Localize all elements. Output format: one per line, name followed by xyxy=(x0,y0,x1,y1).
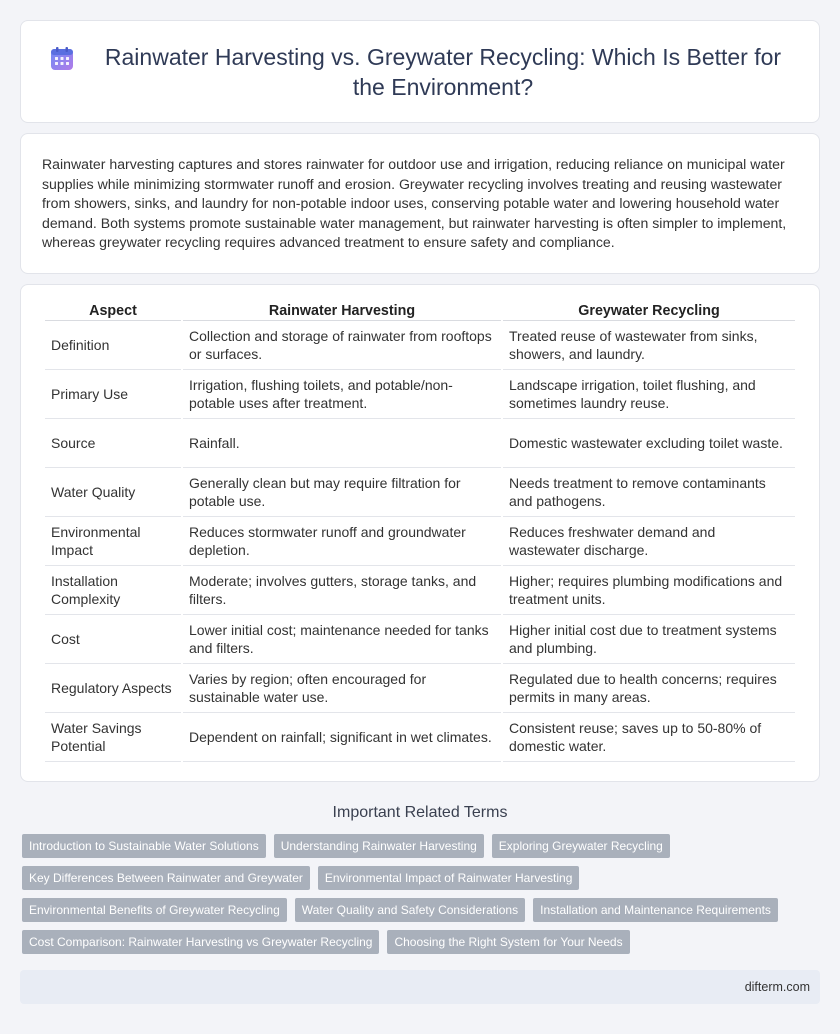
page-title: Rainwater Harvesting vs. Greywater Recycling: Which Is Better for the Environment? xyxy=(104,43,782,100)
table-row xyxy=(45,615,795,664)
row-greywater: Higher initial cost due to treatment systems and plumbing. xyxy=(503,615,795,664)
related-tag[interactable]: Understanding Rainwater Harvesting xyxy=(274,834,484,858)
row-aspect: Source xyxy=(45,419,181,468)
row-aspect: Cost xyxy=(45,615,181,664)
title-card xyxy=(20,20,820,123)
table-row xyxy=(45,517,795,566)
related-terms-section xyxy=(20,804,820,962)
row-aspect: Water Savings Potential xyxy=(45,713,181,762)
row-greywater: Treated reuse of wastewater from sinks, showers, and laundry. xyxy=(503,321,795,370)
row-rainwater: Moderate; involves gutters, storage tanks, and filters. xyxy=(183,566,501,615)
header-rainwater: Rainwater Harvesting xyxy=(183,295,501,321)
comparison-table xyxy=(43,295,797,762)
row-rainwater: Collection and storage of rainwater from rooftops or surfaces. xyxy=(183,321,501,370)
related-tag[interactable]: Key Differences Between Rainwater and Greywater xyxy=(22,866,310,890)
row-aspect: Water Quality xyxy=(45,468,181,517)
row-rainwater: Reduces stormwater runoff and groundwater depletion. xyxy=(183,517,501,566)
row-greywater: Domestic wastewater excluding toilet waste. xyxy=(503,419,795,468)
row-greywater: Consistent reuse; saves up to 50-80% of domestic water. xyxy=(503,713,795,762)
intro-card xyxy=(20,133,820,274)
related-tag[interactable]: Water Quality and Safety Considerations xyxy=(295,898,525,922)
row-rainwater: Rainfall. xyxy=(183,419,501,468)
table-row xyxy=(45,468,795,517)
row-greywater: Landscape irrigation, toilet flushing, and sometimes laundry reuse. xyxy=(503,370,795,419)
row-aspect: Environmental Impact xyxy=(45,517,181,566)
row-greywater: Reduces freshwater demand and wastewater discharge. xyxy=(503,517,795,566)
row-aspect: Regulatory Aspects xyxy=(45,664,181,713)
table-row xyxy=(45,419,795,468)
row-rainwater: Dependent on rainfall; significant in wet climates. xyxy=(183,713,501,762)
table-row xyxy=(45,566,795,615)
row-aspect: Installation Complexity xyxy=(45,566,181,615)
related-tag[interactable]: Environmental Benefits of Greywater Recycling xyxy=(22,898,287,922)
comparison-card xyxy=(20,284,820,782)
header-aspect: Aspect xyxy=(45,295,181,321)
table-row xyxy=(45,370,795,419)
row-greywater: Regulated due to health concerns; requires permits in many areas. xyxy=(503,664,795,713)
intro-paragraph: Rainwater harvesting captures and stores rainwater for outdoor use and irrigation, reducing reliance on municipal water supplies while minimizing stormwater runoff and erosion. Greywater recycling involves treating and reusing wastewater from showers, sinks, and laundry for non-potable indoor uses, conserving potable water and lowering household water demand. Both systems promote sustainable water management, but rainwater harvesting is often simpler to implement, whereas greywater recycling requires advanced treatment to ensure safety and compliance. xyxy=(42,156,787,251)
row-rainwater: Irrigation, flushing toilets, and potable/non-potable uses after treatment. xyxy=(183,370,501,419)
related-tags xyxy=(20,834,820,962)
related-tag[interactable]: Choosing the Right System for Your Needs xyxy=(387,930,629,954)
related-tag[interactable]: Cost Comparison: Rainwater Harvesting vs Greywater Recycling xyxy=(22,930,379,954)
related-tag[interactable]: Installation and Maintenance Requirements xyxy=(533,898,778,922)
header-greywater: Greywater Recycling xyxy=(503,295,795,321)
table-header-row xyxy=(45,295,795,321)
related-tag[interactable]: Exploring Greywater Recycling xyxy=(492,834,670,858)
row-aspect: Definition xyxy=(45,321,181,370)
footer xyxy=(20,970,820,1004)
row-rainwater: Varies by region; often encouraged for sustainable water use. xyxy=(183,664,501,713)
table-row xyxy=(45,321,795,370)
row-greywater: Higher; requires plumbing modifications and treatment units. xyxy=(503,566,795,615)
row-greywater: Needs treatment to remove contaminants and pathogens. xyxy=(503,468,795,517)
row-aspect: Primary Use xyxy=(45,370,181,419)
calendar-icon xyxy=(49,46,75,72)
table-row xyxy=(45,664,795,713)
footer-site-link[interactable]: difterm.com xyxy=(744,980,810,994)
related-terms-heading: Important Related Terms xyxy=(332,804,508,821)
row-rainwater: Lower initial cost; maintenance needed for tanks and filters. xyxy=(183,615,501,664)
table-row xyxy=(45,713,795,762)
related-tag[interactable]: Environmental Impact of Rainwater Harvesting xyxy=(318,866,579,890)
row-rainwater: Generally clean but may require filtration for potable use. xyxy=(183,468,501,517)
related-tag[interactable]: Introduction to Sustainable Water Solutions xyxy=(22,834,266,858)
